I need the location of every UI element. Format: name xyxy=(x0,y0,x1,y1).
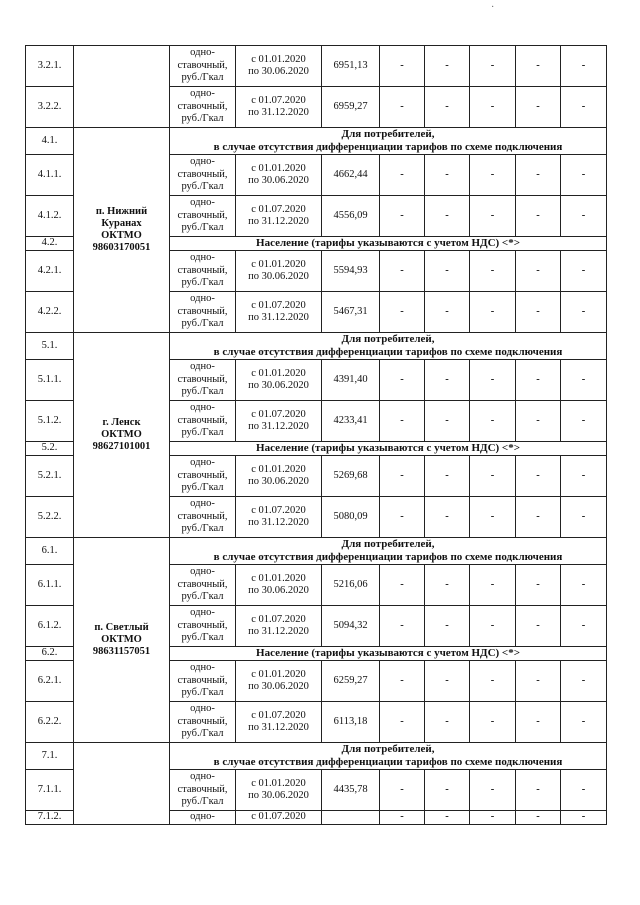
empty-value-cell: - xyxy=(561,456,607,497)
tariff-type xyxy=(170,401,236,442)
period xyxy=(236,401,322,442)
empty-value-cell: - xyxy=(470,46,516,87)
period xyxy=(236,702,322,743)
row-number: 7.1. xyxy=(26,743,74,770)
tariff-type-line: руб./Гкал xyxy=(181,113,224,125)
tariff-type-line: ставочный, xyxy=(177,619,228,631)
tariff-type-line: руб./Гкал xyxy=(181,72,224,84)
row-number: 4.1. xyxy=(26,128,74,155)
section-header-line: Для потребителей, xyxy=(341,128,435,140)
empty-value-cell: - xyxy=(380,155,425,196)
empty-value-cell: - xyxy=(561,770,607,811)
row-number: 6.1.2. xyxy=(26,606,74,647)
period xyxy=(236,456,322,497)
tariff-type-line: ставочный, xyxy=(177,578,228,590)
empty-value-cell: - xyxy=(380,401,425,442)
empty-value-cell: - xyxy=(516,87,561,128)
tariff-type-line: ставочный, xyxy=(177,373,228,385)
section-header-line: в случае отсутствия дифференциации тарифов по схеме подключения xyxy=(213,141,563,153)
tariff-type-line: одно- xyxy=(190,607,215,619)
empty-value-cell: - xyxy=(425,87,470,128)
empty-value-cell: - xyxy=(425,811,470,825)
empty-value-cell: - xyxy=(380,770,425,811)
tariff-type xyxy=(170,360,236,401)
tariff-type-line: ставочный, xyxy=(177,168,228,180)
empty-value-cell: - xyxy=(516,565,561,606)
empty-value-cell: - xyxy=(425,401,470,442)
row-number: 6.2.1. xyxy=(26,661,74,702)
settlement-cell xyxy=(74,128,170,333)
tariff-value xyxy=(322,811,380,825)
period xyxy=(236,661,322,702)
tariff-type xyxy=(170,565,236,606)
empty-value-cell: - xyxy=(380,702,425,743)
section-header-line: в случае отсутствия дифференциации тарифов по схеме подключения xyxy=(213,346,563,358)
tariff-value: 5080,09 xyxy=(322,497,380,538)
empty-value-cell: - xyxy=(380,87,425,128)
row-number: 4.2.2. xyxy=(26,292,74,333)
empty-value-cell: - xyxy=(516,770,561,811)
period-line: с 01.07.2020 xyxy=(251,408,306,420)
section-header xyxy=(170,333,607,360)
empty-value-cell: - xyxy=(561,360,607,401)
tariff-type-line: руб./Гкал xyxy=(181,318,224,330)
tariff-type xyxy=(170,702,236,743)
section-header xyxy=(170,128,607,155)
empty-value-cell: - xyxy=(380,661,425,702)
period-line: по 30.06.2020 xyxy=(248,380,309,391)
tariff-type xyxy=(170,251,236,292)
period xyxy=(236,87,322,128)
period-line: с 01.07.2020 xyxy=(251,94,306,106)
period-line: с 01.01.2020 xyxy=(251,258,306,270)
empty-value-cell: - xyxy=(425,292,470,333)
period-line: с 01.01.2020 xyxy=(251,777,306,789)
row-number: 4.2. xyxy=(26,237,74,251)
section-header xyxy=(170,442,607,456)
empty-value-cell: - xyxy=(425,497,470,538)
settlement-line: Куранах xyxy=(101,218,142,229)
tariff-value: 4662,44 xyxy=(322,155,380,196)
empty-value-cell: - xyxy=(561,702,607,743)
section-header-row xyxy=(26,538,607,565)
empty-value-cell: - xyxy=(561,661,607,702)
tariff-type-line: руб./Гкал xyxy=(181,796,224,808)
empty-value-cell: - xyxy=(380,251,425,292)
tariff-value: 5467,31 xyxy=(322,292,380,333)
tariff-type-line: одно- xyxy=(190,566,215,578)
empty-value-cell: - xyxy=(425,46,470,87)
tariff-type-line: одно- xyxy=(190,811,215,822)
settlement-line: п. Светлый xyxy=(94,622,149,633)
tariff-type-line: ставочный, xyxy=(177,510,228,522)
row-number: 5.1.1. xyxy=(26,360,74,401)
tariff-value: 6259,27 xyxy=(322,661,380,702)
section-header xyxy=(170,647,607,661)
row-number: 3.2.1. xyxy=(26,46,74,87)
tariff-type-line: ставочный, xyxy=(177,305,228,317)
period-line: по 31.12.2020 xyxy=(248,517,309,528)
row-number: 4.1.2. xyxy=(26,196,74,237)
tariff-type-line: одно- xyxy=(190,498,215,510)
period xyxy=(236,360,322,401)
row-number: 5.2.2. xyxy=(26,497,74,538)
period xyxy=(236,606,322,647)
tariff-type-line: руб./Гкал xyxy=(181,386,224,398)
empty-value-cell: - xyxy=(470,155,516,196)
empty-value-cell: - xyxy=(470,87,516,128)
tariff-type xyxy=(170,196,236,237)
period-line: по 30.06.2020 xyxy=(248,790,309,801)
tariff-type-line: ставочный, xyxy=(177,715,228,727)
tariff-value: 6959,27 xyxy=(322,87,380,128)
tariff-value: 5269,68 xyxy=(322,456,380,497)
tariff-value: 4556,09 xyxy=(322,196,380,237)
tariff-type-line: одно- xyxy=(190,88,215,100)
empty-value-cell: - xyxy=(380,196,425,237)
tariff-type xyxy=(170,155,236,196)
period-line: по 30.06.2020 xyxy=(248,175,309,186)
tariff-type xyxy=(170,606,236,647)
period xyxy=(236,565,322,606)
row-number: 3.2.2. xyxy=(26,87,74,128)
empty-value-cell: - xyxy=(561,565,607,606)
section-header-line: в случае отсутствия дифференциации тарифов по схеме подключения xyxy=(213,756,563,768)
empty-value-cell: - xyxy=(380,811,425,825)
empty-value-cell: - xyxy=(516,811,561,825)
tariff-type-line: ставочный, xyxy=(177,209,228,221)
empty-value-cell: - xyxy=(516,196,561,237)
empty-value-cell: - xyxy=(561,497,607,538)
period-line: по 31.12.2020 xyxy=(248,216,309,227)
row-number: 4.1.1. xyxy=(26,155,74,196)
empty-value-cell: - xyxy=(425,360,470,401)
period-line: с 01.01.2020 xyxy=(251,668,306,680)
empty-value-cell: - xyxy=(470,702,516,743)
tariff-type-line: руб./Гкал xyxy=(181,687,224,699)
tariff-type-line: руб./Гкал xyxy=(181,277,224,289)
period-line: с 01.01.2020 xyxy=(251,367,306,379)
empty-value-cell: - xyxy=(561,87,607,128)
period-line: с 01.07.2020 xyxy=(251,811,306,822)
tariff-type-line: одно- xyxy=(190,293,215,305)
section-header-row xyxy=(26,128,607,155)
period-line: с 01.07.2020 xyxy=(251,203,306,215)
empty-value-cell: - xyxy=(516,360,561,401)
settlement-line: п. Нижний xyxy=(95,206,148,217)
section-header-line: Для потребителей, xyxy=(341,333,435,345)
tariff-type-line: руб./Гкал xyxy=(181,632,224,644)
tariff-type-line: руб./Гкал xyxy=(181,523,224,535)
empty-value-cell: - xyxy=(470,565,516,606)
row-number: 5.2.1. xyxy=(26,456,74,497)
settlement-cell xyxy=(74,743,170,825)
tariff-type-line: руб./Гкал xyxy=(181,591,224,603)
empty-value-cell: - xyxy=(470,770,516,811)
section-header-line: Для потребителей, xyxy=(341,538,435,550)
tariff-type-line: ставочный, xyxy=(177,469,228,481)
tariff-type-line: ставочный, xyxy=(177,674,228,686)
row-number: 6.1. xyxy=(26,538,74,565)
empty-value-cell: - xyxy=(425,155,470,196)
settlement-cell xyxy=(74,538,170,743)
row-number: 7.1.2. xyxy=(26,811,74,825)
empty-value-cell: - xyxy=(380,46,425,87)
period xyxy=(236,46,322,87)
period-line: по 30.06.2020 xyxy=(248,681,309,692)
empty-value-cell: - xyxy=(470,497,516,538)
empty-value-cell: - xyxy=(516,46,561,87)
tariff-type-line: одно- xyxy=(190,252,215,264)
tariff-type-line: ставочный, xyxy=(177,264,228,276)
row-number: 4.2.1. xyxy=(26,251,74,292)
settlement-cell xyxy=(74,333,170,538)
section-header-row xyxy=(26,333,607,360)
empty-value-cell: - xyxy=(516,456,561,497)
tariff-type-line: руб./Гкал xyxy=(181,181,224,193)
period xyxy=(236,155,322,196)
empty-value-cell: - xyxy=(516,292,561,333)
section-header xyxy=(170,743,607,770)
empty-value-cell: - xyxy=(516,155,561,196)
empty-value-cell: - xyxy=(425,251,470,292)
empty-value-cell: - xyxy=(380,606,425,647)
tariff-type-line: ставочный, xyxy=(177,783,228,795)
top-mark: · xyxy=(491,2,495,13)
period-line: по 30.06.2020 xyxy=(248,271,309,282)
tariff-type-line: одно- xyxy=(190,361,215,373)
period-line: по 30.06.2020 xyxy=(248,476,309,487)
settlement-line: ОКТМО xyxy=(101,230,142,241)
empty-value-cell: - xyxy=(516,606,561,647)
empty-value-cell: - xyxy=(425,606,470,647)
period-line: с 01.01.2020 xyxy=(251,463,306,475)
row-number: 5.1. xyxy=(26,333,74,360)
period xyxy=(236,770,322,811)
tariff-type-line: одно- xyxy=(190,771,215,783)
settlement-line: ОКТМО xyxy=(101,634,142,645)
period xyxy=(236,251,322,292)
section-header-line: Население (тарифы указываются с учетом НДС) <*> xyxy=(256,647,520,659)
period-line: по 30.06.2020 xyxy=(248,585,309,596)
tariff-type-line: одно- xyxy=(190,662,215,674)
empty-value-cell: - xyxy=(516,661,561,702)
empty-value-cell: - xyxy=(425,456,470,497)
empty-value-cell: - xyxy=(425,702,470,743)
section-header-line: в случае отсутствия дифференциации тарифов по схеме подключения xyxy=(213,551,563,563)
row-number: 6.2. xyxy=(26,647,74,661)
settlement-line: 98631157051 xyxy=(92,646,151,657)
empty-value-cell: - xyxy=(561,196,607,237)
tariff-type-line: одно- xyxy=(190,156,215,168)
tariff-type-line: одно- xyxy=(190,402,215,414)
empty-value-cell: - xyxy=(470,606,516,647)
tariff-type xyxy=(170,497,236,538)
tariff-value: 6113,18 xyxy=(322,702,380,743)
period xyxy=(236,196,322,237)
tariff-type xyxy=(170,770,236,811)
tariff-value: 4435,78 xyxy=(322,770,380,811)
empty-value-cell: - xyxy=(380,360,425,401)
empty-value-cell: - xyxy=(470,456,516,497)
tariff-value: 5216,06 xyxy=(322,565,380,606)
row-number: 5.2. xyxy=(26,442,74,456)
row-number: 6.1.1. xyxy=(26,565,74,606)
empty-value-cell: - xyxy=(561,811,607,825)
empty-value-cell: - xyxy=(425,770,470,811)
tariff-type-line: одно- xyxy=(190,47,215,59)
tariff-type-line: ставочный, xyxy=(177,59,228,71)
empty-value-cell: - xyxy=(470,360,516,401)
tariff-type xyxy=(170,661,236,702)
empty-value-cell: - xyxy=(380,565,425,606)
empty-value-cell: - xyxy=(516,702,561,743)
tariff-type-line: одно- xyxy=(190,197,215,209)
tariff-type xyxy=(170,811,236,825)
tariff-type xyxy=(170,46,236,87)
empty-value-cell: - xyxy=(561,46,607,87)
settlement-line: 98627101001 xyxy=(92,441,151,452)
tariff-value: 4391,40 xyxy=(322,360,380,401)
empty-value-cell: - xyxy=(425,661,470,702)
tariff-value: 5594,93 xyxy=(322,251,380,292)
table-row xyxy=(26,46,607,87)
tariff-value: 6951,13 xyxy=(322,46,380,87)
tariff-type xyxy=(170,456,236,497)
empty-value-cell: - xyxy=(470,292,516,333)
tariff-type xyxy=(170,292,236,333)
section-header xyxy=(170,538,607,565)
empty-value-cell: - xyxy=(380,497,425,538)
settlement-line: ОКТМО xyxy=(101,429,142,440)
empty-value-cell: - xyxy=(380,292,425,333)
empty-value-cell: - xyxy=(561,606,607,647)
empty-value-cell: - xyxy=(380,456,425,497)
empty-value-cell: - xyxy=(516,497,561,538)
period-line: по 31.12.2020 xyxy=(248,722,309,733)
empty-value-cell: - xyxy=(470,401,516,442)
row-number: 7.1.1. xyxy=(26,770,74,811)
period-line: с 01.01.2020 xyxy=(251,572,306,584)
period-line: по 31.12.2020 xyxy=(248,107,309,118)
period-line: с 01.07.2020 xyxy=(251,504,306,516)
empty-value-cell: - xyxy=(561,292,607,333)
tariff-type-line: ставочный, xyxy=(177,100,228,112)
tariff-table xyxy=(25,45,607,825)
settlement-line: 98603170051 xyxy=(92,242,151,253)
settlement-cell xyxy=(74,46,170,128)
row-number: 6.2.2. xyxy=(26,702,74,743)
section-header-line: Население (тарифы указываются с учетом НДС) <*> xyxy=(256,237,520,249)
period-line: с 01.01.2020 xyxy=(251,53,306,65)
empty-value-cell: - xyxy=(470,811,516,825)
tariff-type xyxy=(170,87,236,128)
empty-value-cell: - xyxy=(561,155,607,196)
period-line: по 30.06.2020 xyxy=(248,66,309,77)
empty-value-cell: - xyxy=(470,196,516,237)
period-line: по 31.12.2020 xyxy=(248,421,309,432)
empty-value-cell: - xyxy=(425,196,470,237)
section-header-line: Для потребителей, xyxy=(341,743,435,755)
period xyxy=(236,497,322,538)
tariff-type-line: руб./Гкал xyxy=(181,482,224,494)
empty-value-cell: - xyxy=(516,401,561,442)
period-line: по 31.12.2020 xyxy=(248,312,309,323)
period-line: по 31.12.2020 xyxy=(248,626,309,637)
period xyxy=(236,811,322,825)
tariff-type-line: руб./Гкал xyxy=(181,427,224,439)
tariff-type-line: одно- xyxy=(190,457,215,469)
period-line: с 01.01.2020 xyxy=(251,162,306,174)
period-line: с 01.07.2020 xyxy=(251,299,306,311)
tariff-type-line: одно- xyxy=(190,703,215,715)
tariff-value: 4233,41 xyxy=(322,401,380,442)
period xyxy=(236,292,322,333)
empty-value-cell: - xyxy=(516,251,561,292)
section-header-line: Население (тарифы указываются с учетом НДС) <*> xyxy=(256,442,520,454)
tariff-type-line: руб./Гкал xyxy=(181,728,224,740)
empty-value-cell: - xyxy=(561,251,607,292)
empty-value-cell: - xyxy=(470,251,516,292)
tariff-value: 5094,32 xyxy=(322,606,380,647)
empty-value-cell: - xyxy=(470,661,516,702)
section-header-row xyxy=(26,743,607,770)
tariff-type-line: ставочный, xyxy=(177,414,228,426)
empty-value-cell: - xyxy=(561,401,607,442)
row-number: 5.1.2. xyxy=(26,401,74,442)
section-header xyxy=(170,237,607,251)
settlement-line: г. Ленск xyxy=(102,417,141,428)
empty-value-cell: - xyxy=(425,565,470,606)
period-line: с 01.07.2020 xyxy=(251,613,306,625)
period-line: с 01.07.2020 xyxy=(251,709,306,721)
tariff-type-line: руб./Гкал xyxy=(181,222,224,234)
